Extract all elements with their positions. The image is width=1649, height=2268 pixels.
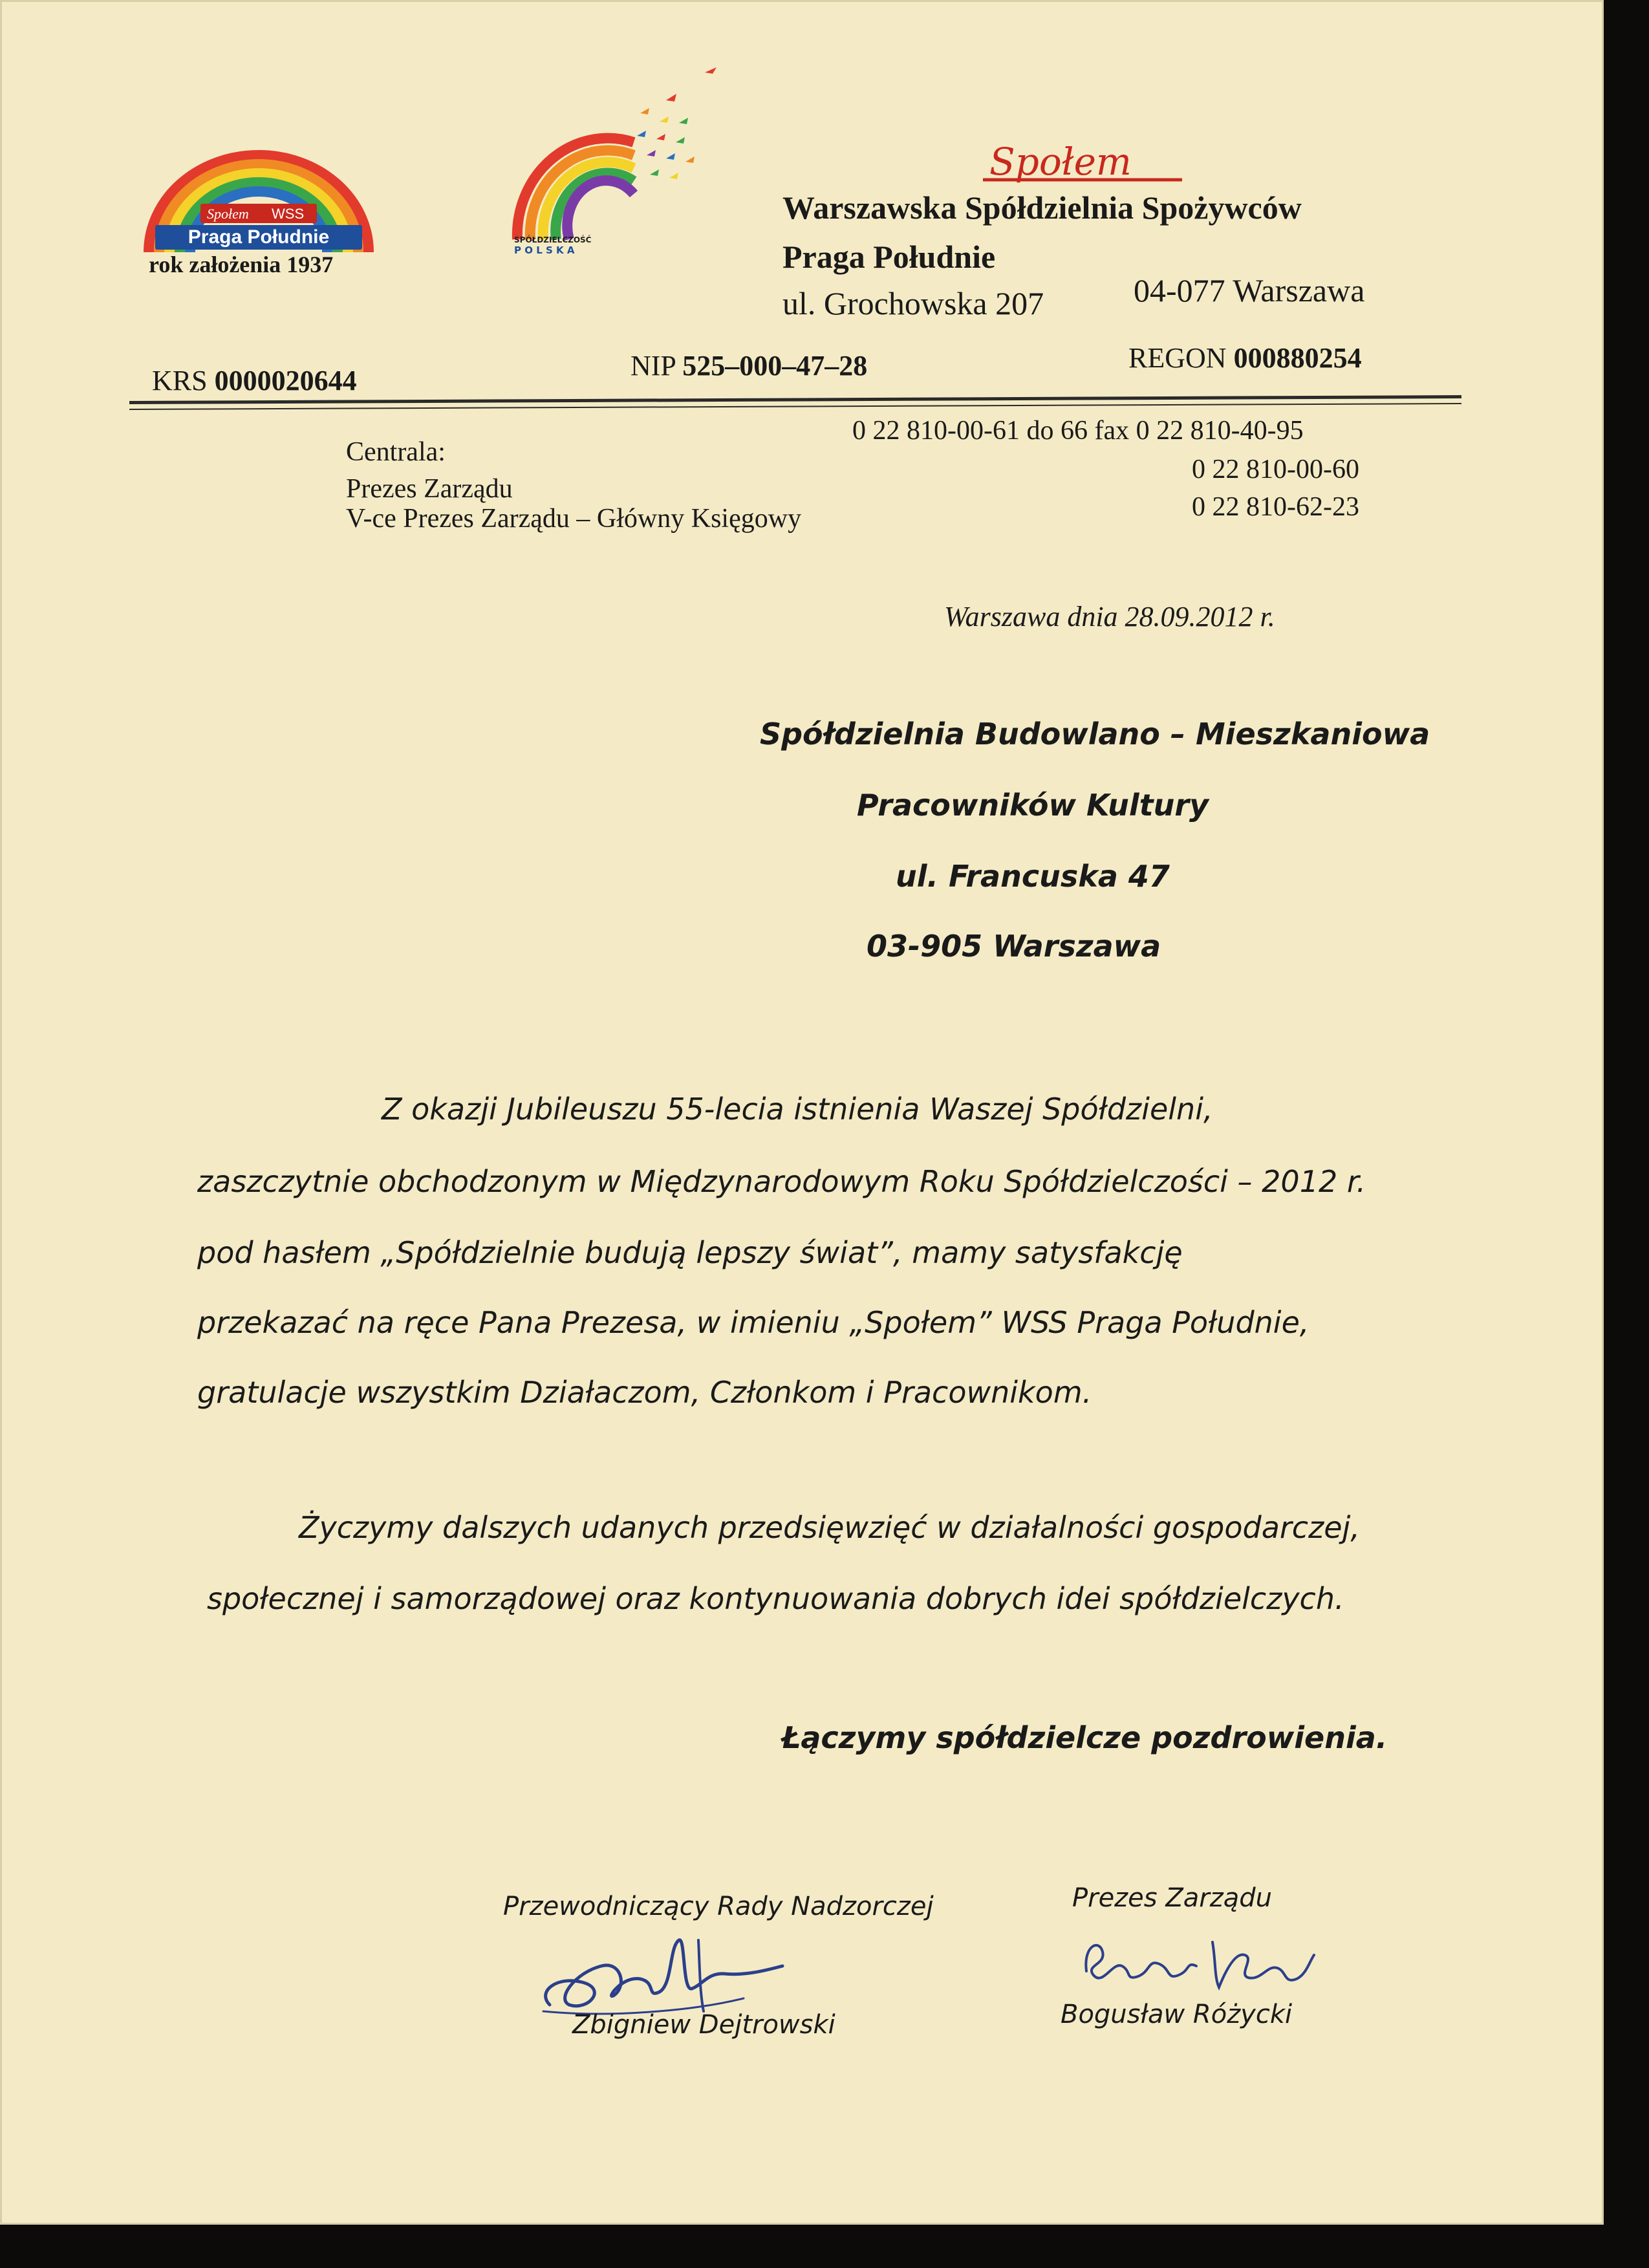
signatory-name-left: Zbigniew Dejtrowski bbox=[572, 2010, 835, 2040]
birds-icon bbox=[637, 67, 717, 179]
addressee-line: Pracowników Kultury bbox=[857, 788, 1209, 823]
president-label: Prezes Zarządu bbox=[346, 474, 513, 504]
scan-edge-right bbox=[1604, 0, 1649, 2268]
company-city: 04-077 Warszawa bbox=[1134, 272, 1365, 308]
krs-value: 0000020644 bbox=[214, 365, 357, 396]
addressee-line: 03-905 Warszawa bbox=[867, 929, 1161, 964]
founding-year-caption: rok założenia 1937 bbox=[149, 252, 334, 277]
signatory-name-right: Bogusław Różycki bbox=[1061, 2000, 1293, 2029]
nip-value: 525–000–47–28 bbox=[682, 350, 868, 382]
phone-president: 0 22 810-00-60 bbox=[1192, 455, 1359, 484]
body-line: przekazać na ręce Pana Prezesa, w imieniu „Społem” WSS Praga Południe, bbox=[197, 1305, 1310, 1340]
body-line: gratulacje wszystkim Działaczom, Członkom i Pracownikom. bbox=[197, 1375, 1092, 1410]
body-line: Życzymy dalszych udanych przedsięwzięć w działalności gospodarczej, bbox=[299, 1510, 1360, 1545]
signatory-title-right: Prezes Zarządu bbox=[1072, 1883, 1272, 1913]
company-district: Praga Południe bbox=[782, 239, 996, 275]
body-line: społecznej i samorządowej oraz kontynuowania dobrych idei spółdzielczych. bbox=[207, 1581, 1344, 1616]
phone-main: 0 22 810-00-61 do 66 fax 0 22 810-40-95 bbox=[852, 416, 1304, 446]
coop-logo-line2: P O L S K A bbox=[514, 244, 575, 256]
spolem-logo bbox=[976, 136, 1190, 188]
spolem-logo-text: Społem bbox=[989, 140, 1132, 184]
body-line: zaszczytnie obchodzonym w Międzynarodowym Roku Spółdzielczości – 2012 r. bbox=[197, 1164, 1366, 1199]
logo-badge-text: WSS bbox=[272, 206, 305, 222]
regon-value: 000880254 bbox=[1233, 342, 1362, 374]
coop-logo-line1: SPÓŁDZIELCZOŚĆ bbox=[514, 235, 592, 244]
addressee-line: Spółdzielnia Budowlano – Mieszkaniowa bbox=[760, 717, 1430, 751]
body-line: Z okazji Jubileuszu 55-lecia istnienia Waszej Spółdzielni, bbox=[382, 1092, 1213, 1127]
regon-label: REGON bbox=[1128, 342, 1227, 374]
logo-banner-text: Praga Południe bbox=[188, 226, 330, 248]
signature-right bbox=[1073, 1926, 1319, 1997]
letter-date: Warszawa dnia 28.09.2012 r. bbox=[944, 601, 1275, 632]
nip-number bbox=[630, 349, 867, 382]
company-name: Warszawska Spółdzielnia Spożywców bbox=[782, 189, 1302, 226]
scan-edge-bottom bbox=[0, 2225, 1649, 2268]
signatory-title-left: Przewodniczący Rady Nadzorczej bbox=[503, 1892, 934, 1921]
nip-label: NIP bbox=[630, 350, 676, 382]
krs-label: KRS bbox=[152, 365, 208, 396]
regon-number bbox=[1128, 341, 1362, 374]
body-line: pod hasłem „Spółdzielnie budują lepszy świat”, mamy satysfakcję bbox=[197, 1235, 1183, 1270]
central-label: Centrala: bbox=[346, 437, 446, 467]
closing-greeting: Łączymy spółdzielcze pozdrowienia. bbox=[781, 1720, 1388, 1755]
krs-number bbox=[152, 364, 357, 397]
logo-brand-text: Społem bbox=[207, 206, 249, 222]
company-street: ul. Grochowska 207 bbox=[782, 285, 1044, 321]
vice-president-label: V-ce Prezes Zarządu – Główny Księgowy bbox=[346, 504, 802, 534]
addressee-line: ul. Francuska 47 bbox=[896, 859, 1170, 894]
phone-vice-president: 0 22 810-62-23 bbox=[1192, 492, 1359, 522]
cooperative-poland-logo bbox=[511, 65, 724, 259]
